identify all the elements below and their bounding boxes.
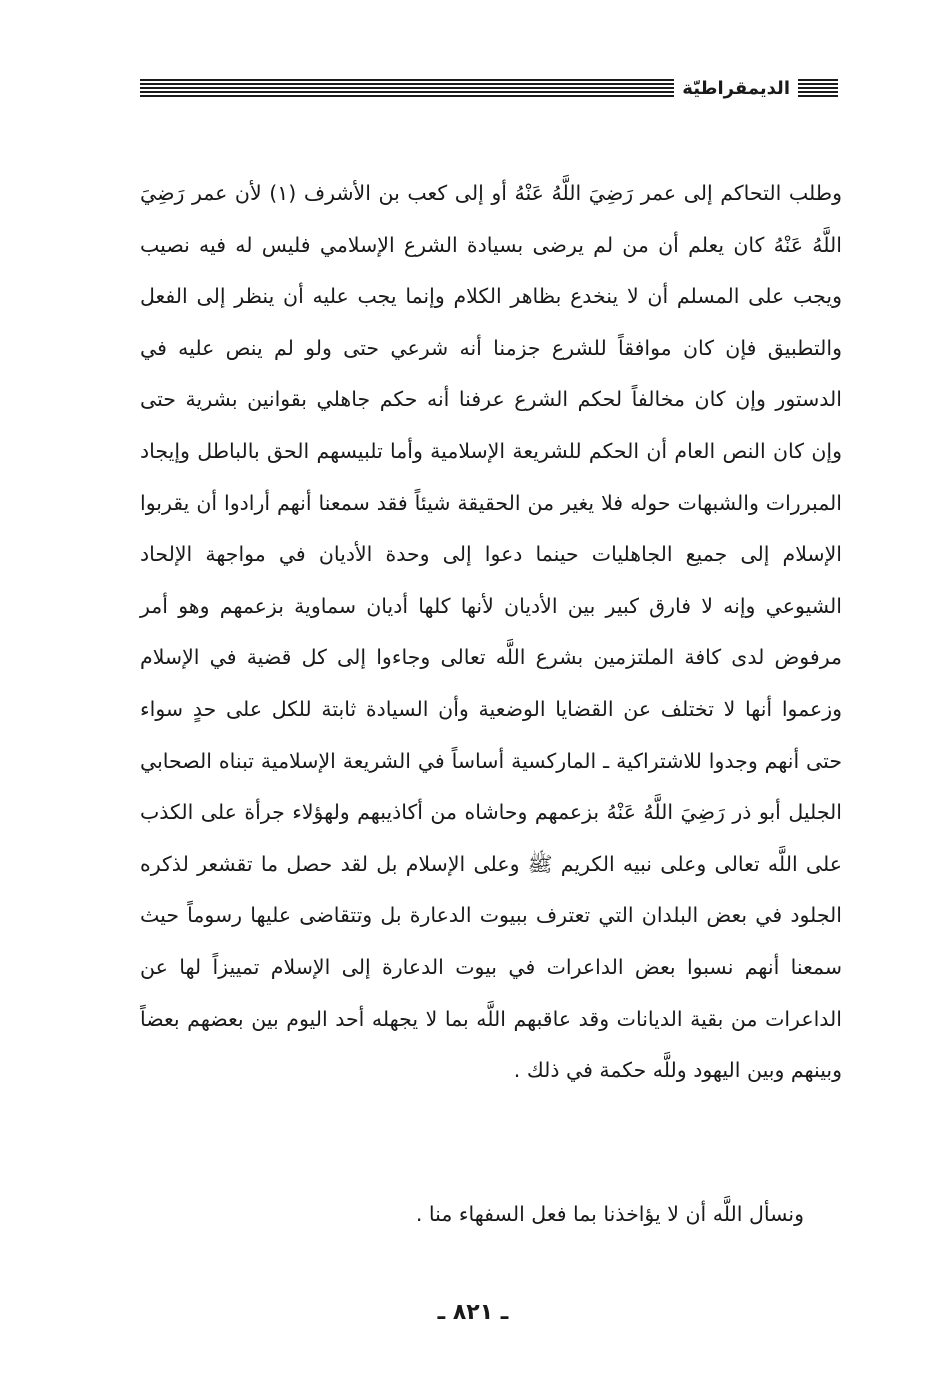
main-paragraph: وطلب التحاكم إلى عمر رَضِيَ اللَّهُ عَنْهُ أو إلى كعب بن الأشرف (١) لأن عمر رَضِيَ اللَّهُ عَنْهُ كان يعلم أن من لم يرضى بسيادة الشرع الإسلامي فليس له فيه نصيب ويجب على المسلم أن لا ينخدع بظاهر الكلام وإنما يجب عليه أن ينظر إلى الفعل والتطبيق فإن كان موافقاً للشرع جزمنا أنه شرعي حتى ولو لم ينص عليه في الدستور وإن كان مخالفاً لحكم الشرع عرفنا أنه حكم جاهلي بقوانين بشرية حتى وإن كان النص العام أن الحكم للشريعة الإسلامية وأما تلبيسهم الحق بالباطل وإيجاد المبررات والشبهات حوله فلا يغير من الحقيقة شيئاً فقد سمعنا أنهم أرادوا أن يقربوا الإسلام إلى جميع الجاهليات حينما دعوا إلى وحدة الأديان في مواجهة الإلحاد الشيوعي وإنه لا فارق كبير بين الأديان لأنها كلها أديان سماوية بزعمهم وهو أمر مرفوض لدى كافة الملتزمين بشرع اللَّه تعالى وجاءوا إلى كل قضية في الإسلام وزعموا أنها لا تختلف عن القضايا الوضعية وأن السيادة ثابتة للكل على حدٍ سواء حتى أنهم وجدوا للاشتراكية ـ الماركسية أساساً في الشريعة الإسلامية تبناه الصحابي الجليل أبو ذر رَضِيَ اللَّهُ عَنْهُ بزعمهم وحاشاه من أكاذيبهم ولهؤلاء جرأة على الكذب على اللَّه تعالى وعلى نبيه الكريم ﷺ وعلى الإسلام بل لقد حصل ما تقشعر لذكره الجلود في بعض البلدان التي تعترف ببيوت الدعارة بل وتتقاضى عليها رسوماً حيث سمعنا أنهم نسبوا بعض الداعرات في بيوت الدعارة إلى الإسلام تمييزاً لها عن الداعرات من بقية الديانات وقد عاقبهم اللَّه بما لا يجهله أحد اليوم بين بعضهم بعضاً وبينهم وبين اليهود وللَّه حكمة في ذلك . xyxy=(140,181,842,1083)
header-rule-left xyxy=(140,79,674,97)
header-rule-right xyxy=(798,79,838,97)
main-body xyxy=(140,168,842,1097)
page-number: ـ ٨٢١ ـ xyxy=(437,1300,509,1325)
running-header xyxy=(140,70,842,106)
header-title: الديمقراطيّة xyxy=(682,77,790,99)
closing-line: ونسأل اللَّه أن لا يؤاخذنا بما فعل السفهاء منا . xyxy=(415,1202,804,1226)
